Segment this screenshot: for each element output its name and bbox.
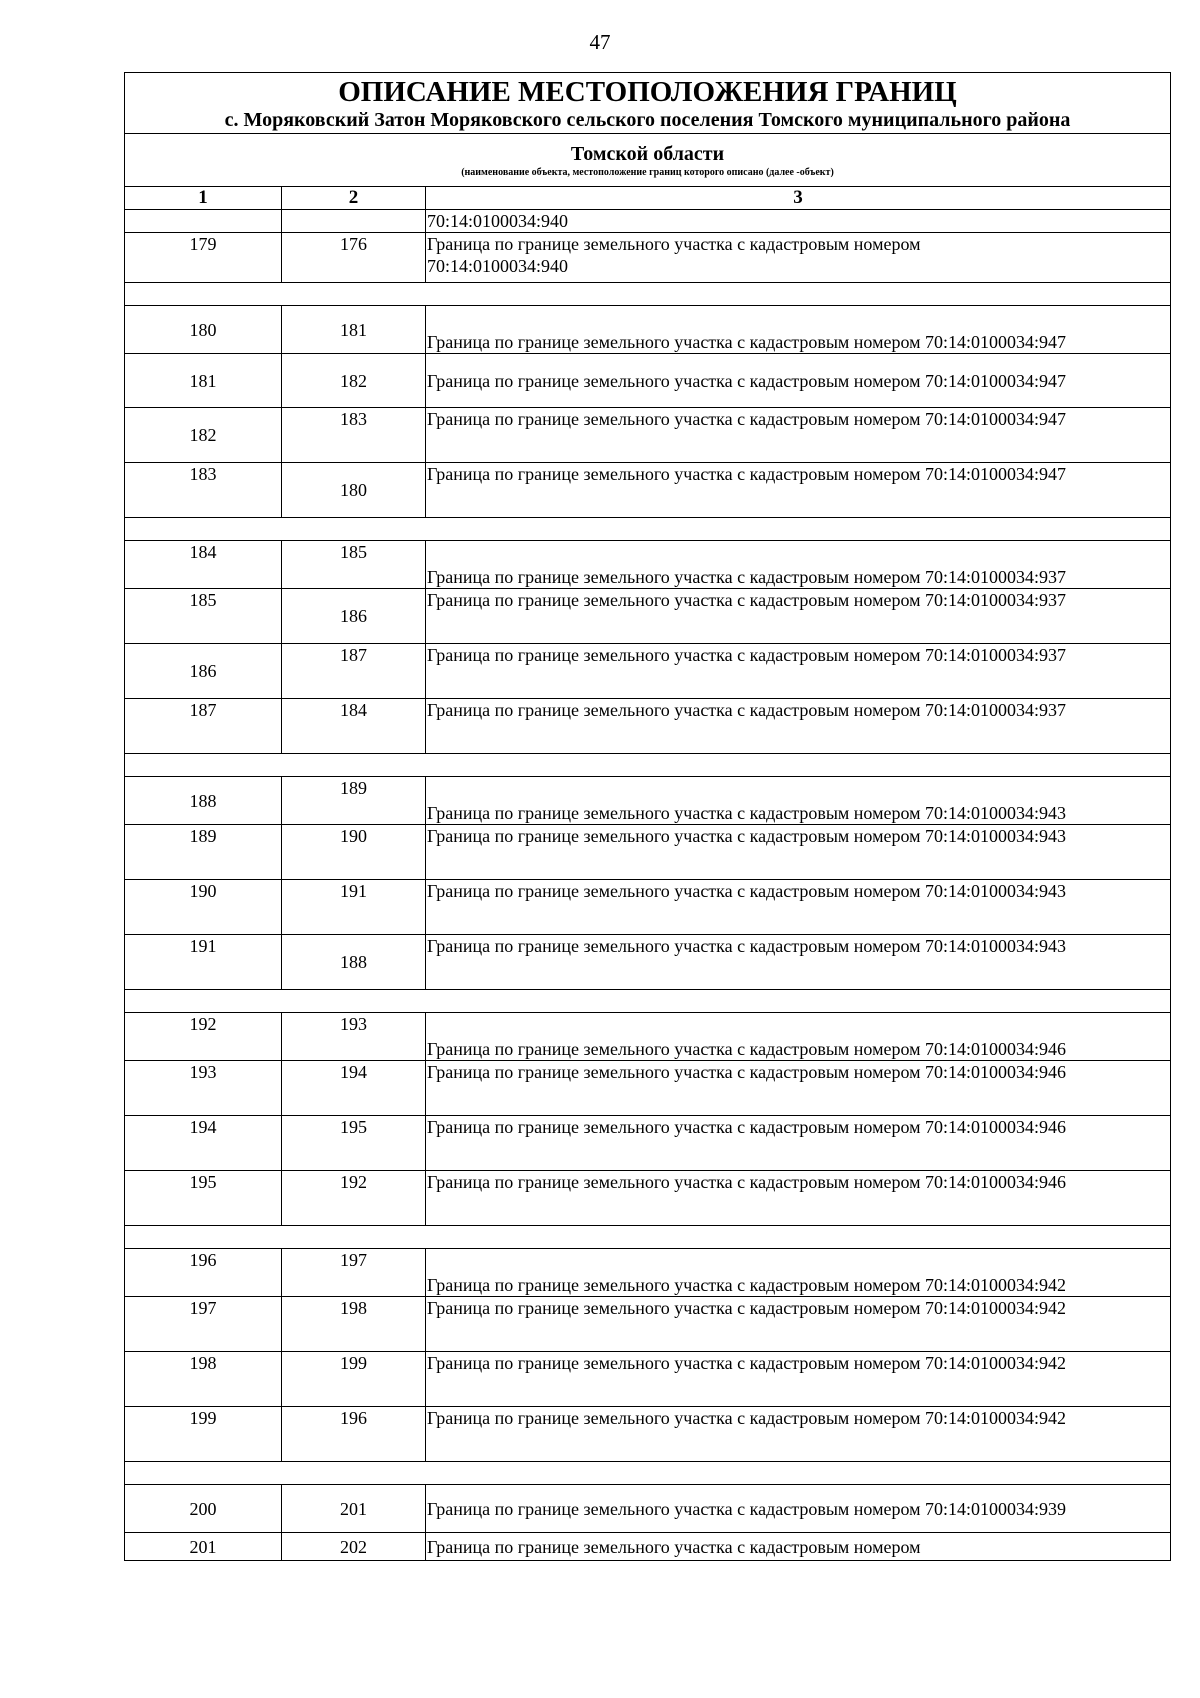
cell-description: Граница по границе земельного участка с кадастровым номером 70:14:0100034:943 bbox=[426, 935, 1171, 990]
table-row bbox=[125, 1297, 1171, 1352]
cell-point-to: 176 bbox=[282, 233, 426, 283]
cell-point-to: 188 bbox=[282, 935, 426, 990]
region-cell bbox=[125, 134, 1171, 187]
cell-point-to: 185 bbox=[282, 541, 426, 589]
cell-point-from: 194 bbox=[125, 1116, 282, 1171]
description-line: 70:14:0100034:940 bbox=[427, 256, 569, 276]
table-row bbox=[125, 1249, 1171, 1297]
table-row bbox=[125, 777, 1171, 825]
cell-point-from: 190 bbox=[125, 880, 282, 935]
cell-description: Граница по границе земельного участка с кадастровым номером 70:14:0100034:937 bbox=[426, 541, 1171, 589]
cell-description: Граница по границе земельного участка с кадастровым номером 70:14:0100034:942 bbox=[426, 1407, 1171, 1462]
cell-point-from: 199 bbox=[125, 1407, 282, 1462]
description-line: Граница по границе земельного участка с кадастровым номером bbox=[427, 234, 921, 254]
cell-point-to: 196 bbox=[282, 1407, 426, 1462]
table-row bbox=[125, 354, 1171, 408]
cell-description: Граница по границе земельного участка с кадастровым номером 70:14:0100034:946 bbox=[426, 1061, 1171, 1116]
column-header-3: 3 bbox=[426, 187, 1171, 210]
cell-description: Граница по границе земельного участка с кадастровым номером 70:14:0100034:947 bbox=[426, 408, 1171, 463]
cell-point-from: 187 bbox=[125, 699, 282, 754]
boundary-description-document bbox=[124, 72, 1170, 1561]
cell-point-to: 202 bbox=[282, 1533, 426, 1561]
region-name: Томской области bbox=[570, 142, 725, 165]
page-number: 47 bbox=[589, 30, 611, 54]
cell-point-from: 197 bbox=[125, 1297, 282, 1352]
separator-cell bbox=[125, 518, 1171, 541]
cell-point-to: 189 bbox=[282, 777, 426, 825]
cell-point-to: 192 bbox=[282, 1171, 426, 1226]
column-header-1: 1 bbox=[125, 187, 282, 210]
separator-cell bbox=[125, 283, 1171, 306]
cell-point-to: 180 bbox=[282, 463, 426, 518]
separator-row bbox=[125, 283, 1171, 306]
cell-description: Граница по границе земельного участка с кадастровым номером 70:14:0100034:939 bbox=[426, 1485, 1171, 1533]
title-row bbox=[125, 73, 1171, 134]
cell-point-from: 179 bbox=[125, 233, 282, 283]
cell-point-to: 181 bbox=[282, 306, 426, 354]
cell-point-from: 189 bbox=[125, 825, 282, 880]
cell-description: Граница по границе земельного участка с кадастровым номером 70:14:0100034:946 bbox=[426, 1116, 1171, 1171]
cell-point-to: 199 bbox=[282, 1352, 426, 1407]
cell-description: 70:14:0100034:940 bbox=[426, 210, 1171, 233]
cell-point-to: 182 bbox=[282, 354, 426, 408]
cell-point-from: 200 bbox=[125, 1485, 282, 1533]
boundary-table bbox=[124, 72, 1171, 1561]
table-row bbox=[125, 935, 1171, 990]
cell-description: Граница по границе земельного участка с кадастровым номером 70:14:0100034:942 bbox=[426, 1249, 1171, 1297]
cell-point-to: 193 bbox=[282, 1013, 426, 1061]
table-row bbox=[125, 306, 1171, 354]
object-caption: (наименование объекта, местоположение границ которого описано (далее -объект) bbox=[461, 166, 834, 178]
cell-point-to: 195 bbox=[282, 1116, 426, 1171]
title-cell bbox=[125, 73, 1171, 134]
cell-point-to bbox=[282, 210, 426, 233]
cell-point-to: 201 bbox=[282, 1485, 426, 1533]
cell-description: Граница по границе земельного участка с кадастровым номером 70:14:0100034:943 bbox=[426, 777, 1171, 825]
cell-point-from: 185 bbox=[125, 589, 282, 644]
table-row bbox=[125, 1116, 1171, 1171]
separator-cell bbox=[125, 754, 1171, 777]
table-row bbox=[125, 233, 1171, 283]
table-row bbox=[125, 589, 1171, 644]
cell-description: Граница по границе земельного участка с кадастровым номером 70:14:0100034:947 bbox=[426, 354, 1171, 408]
separator-row bbox=[125, 1226, 1171, 1249]
cell-description: Граница по границе земельного участка с кадастровым номером 70:14:0100034:937 bbox=[426, 644, 1171, 699]
table-row bbox=[125, 644, 1171, 699]
region-row bbox=[125, 134, 1171, 187]
cell-point-from: 180 bbox=[125, 306, 282, 354]
cell-description: Граница по границе земельного участка с кадастровым номером 70:14:0100034:946 bbox=[426, 1013, 1171, 1061]
cell-description: Граница по границе земельного участка с кадастровым номером 70:14:0100034:937 bbox=[426, 589, 1171, 644]
cell-point-from bbox=[125, 210, 282, 233]
cell-description: Граница по границе земельного участка с кадастровым номером 70:14:0100034:947 bbox=[426, 463, 1171, 518]
cell-point-to: 186 bbox=[282, 589, 426, 644]
cell-description: Граница по границе земельного участка с кадастровым номером 70:14:0100034:946 bbox=[426, 1171, 1171, 1226]
table-row bbox=[125, 1485, 1171, 1533]
cell-point-from: 183 bbox=[125, 463, 282, 518]
cell-description: Граница по границе земельного участка с кадастровым номером 70:14:0100034:937 bbox=[426, 699, 1171, 754]
separator-row bbox=[125, 990, 1171, 1013]
cell-description: Граница по границе земельного участка с кадастровым номером 70:14:0100034:943 bbox=[426, 880, 1171, 935]
cell-point-to: 183 bbox=[282, 408, 426, 463]
cell-description bbox=[426, 233, 1171, 283]
table-row bbox=[125, 1061, 1171, 1116]
cell-point-from: 192 bbox=[125, 1013, 282, 1061]
document-subtitle: с. Моряковский Затон Моряковского сельского поселения Томского муниципального района bbox=[224, 109, 1071, 131]
column-header-row bbox=[125, 187, 1171, 210]
cell-point-from: 201 bbox=[125, 1533, 282, 1561]
table-row bbox=[125, 699, 1171, 754]
table-row bbox=[125, 1171, 1171, 1226]
cell-point-from: 193 bbox=[125, 1061, 282, 1116]
cell-description: Граница по границе земельного участка с кадастровым номером 70:14:0100034:942 bbox=[426, 1352, 1171, 1407]
separator-cell bbox=[125, 990, 1171, 1013]
cell-description: Граница по границе земельного участка с кадастровым номером 70:14:0100034:943 bbox=[426, 825, 1171, 880]
table-row bbox=[125, 880, 1171, 935]
cell-point-from: 196 bbox=[125, 1249, 282, 1297]
separator-cell bbox=[125, 1226, 1171, 1249]
cell-point-from: 191 bbox=[125, 935, 282, 990]
cell-point-from: 184 bbox=[125, 541, 282, 589]
table-row bbox=[125, 1013, 1171, 1061]
cell-point-from: 188 bbox=[125, 777, 282, 825]
cell-point-to: 190 bbox=[282, 825, 426, 880]
table-row bbox=[125, 825, 1171, 880]
cell-description: Граница по границе земельного участка с кадастровым номером bbox=[426, 1533, 1171, 1561]
table-row bbox=[125, 463, 1171, 518]
cell-point-from: 195 bbox=[125, 1171, 282, 1226]
cell-point-to: 194 bbox=[282, 1061, 426, 1116]
table-row bbox=[125, 1407, 1171, 1462]
cell-point-to: 198 bbox=[282, 1297, 426, 1352]
separator-cell bbox=[125, 1462, 1171, 1485]
separator-row bbox=[125, 518, 1171, 541]
table-row bbox=[125, 408, 1171, 463]
table-row bbox=[125, 1533, 1171, 1561]
cell-description: Граница по границе земельного участка с кадастровым номером 70:14:0100034:942 bbox=[426, 1297, 1171, 1352]
separator-row bbox=[125, 754, 1171, 777]
cell-point-from: 186 bbox=[125, 644, 282, 699]
cell-point-to: 184 bbox=[282, 699, 426, 754]
table-row bbox=[125, 210, 1171, 233]
cell-point-from: 181 bbox=[125, 354, 282, 408]
cell-point-to: 187 bbox=[282, 644, 426, 699]
cell-point-from: 182 bbox=[125, 408, 282, 463]
cell-point-to: 191 bbox=[282, 880, 426, 935]
document-title: ОПИСАНИЕ МЕСТОПОЛОЖЕНИЯ ГРАНИЦ bbox=[338, 76, 957, 108]
cell-point-from: 198 bbox=[125, 1352, 282, 1407]
column-header-2: 2 bbox=[282, 187, 426, 210]
table-row bbox=[125, 1352, 1171, 1407]
separator-row bbox=[125, 1462, 1171, 1485]
cell-point-to: 197 bbox=[282, 1249, 426, 1297]
table-row bbox=[125, 541, 1171, 589]
cell-description: Граница по границе земельного участка с кадастровым номером 70:14:0100034:947 bbox=[426, 306, 1171, 354]
